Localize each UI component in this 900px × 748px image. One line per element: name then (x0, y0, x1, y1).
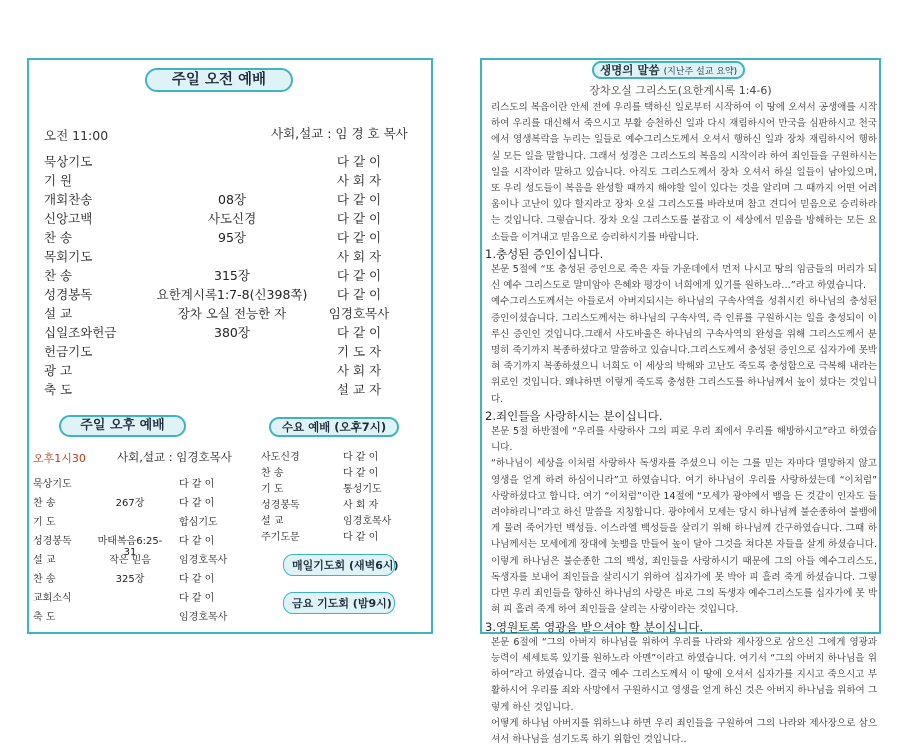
order-item: 신앙고백 (44, 211, 93, 226)
order-row (44, 190, 390, 208)
order-leader: 임경호목사 (179, 612, 228, 623)
point-paragraph: 본문 6절에 “그의 아버지 하나님을 위하여 우리를 나라와 제사장으로 삼으신 그에게 영광과 능력이 세세토록 있기를 원하노라 아멘”이라고 하였습니다. 여기서 “그의 아버지 하나님을 위하여”라고 하였습니다. 결국 예수 그리스도께서 이 땅에 오셔서 십자가를 지시고 죽으시고 부활하시어 우리를 죄와 사망에서 구원하시고 영생을 얻게 하신 것은 아버지 하나님을 위하여 그렇게 하신 것입니다. (491, 636, 877, 713)
point-heading-3: 3.영원토록 영광을 받으셔야 할 분이십니다. (485, 619, 704, 634)
order-leader: 다 같 이 (336, 192, 382, 207)
order-item: 목회기도 (44, 249, 93, 264)
order-leader: 다 같 이 (336, 211, 382, 226)
order-item: 찬 송 (33, 574, 56, 585)
order-content: 315장 (214, 268, 250, 283)
order-leader: 사 회 자 (336, 363, 382, 378)
order-item: 개회찬송 (44, 192, 93, 207)
order-leader: 통성기도 (343, 484, 382, 495)
sermon-title-badge (592, 61, 745, 79)
morning-service-title: 주일 오전 예배 (145, 68, 293, 92)
order-item: 찬 송 (33, 498, 56, 509)
order-row (33, 475, 255, 491)
order-row (261, 528, 396, 544)
order-item: 십일조와헌금 (44, 325, 117, 340)
order-leader: 다 같 이 (336, 325, 382, 340)
order-row (44, 228, 390, 246)
order-row (44, 304, 390, 322)
order-row (44, 209, 390, 227)
order-leader: 설 교 자 (336, 382, 382, 397)
order-row (44, 171, 390, 189)
order-item: 찬 송 (44, 230, 73, 245)
afternoon-service-title: 주일 오후 예배 (59, 415, 186, 437)
order-row (261, 496, 396, 512)
order-item: 축 도 (44, 382, 73, 397)
point-paragraph: 본문 5절 하반절에 “우리를 사랑하사 그의 피로 우리 죄에서 우리를 해방하시고”라고 하였습니다. (491, 426, 877, 454)
order-item: 찬 송 (44, 268, 73, 283)
order-leader: 다 같 이 (343, 452, 379, 463)
order-leader: 임경호목사 (343, 516, 392, 527)
order-item: 사도신경 (261, 452, 300, 463)
order-leader: 다 같 이 (336, 268, 382, 283)
order-leader: 임경호목사 (328, 306, 390, 321)
order-item: 헌금기도 (44, 344, 93, 359)
dawn-prayer-badge: 매일기도회 (새벽6시) (283, 554, 395, 576)
order-leader: 다 같 이 (179, 479, 215, 490)
order-row (44, 342, 390, 360)
order-item: 설 교 (44, 306, 73, 321)
order-leader: 다 같 이 (336, 230, 382, 245)
order-row (261, 480, 396, 496)
order-leader: 임경호목사 (179, 555, 228, 566)
order-row (44, 361, 390, 379)
point-paragraph: 예수그리스도께서는 아들로서 아버지되시는 하나님의 구속사역을 성취시킨 하나님의 충성된 증인이셨습니다. 그리스도께서는 하나님의 구속사역, 즉 인류를 구원하시는 일을 충성되이 이루신 증인인 것입니다.그래서 사도바울은 하나님의 구속사역의 완성을 위해 그리스도께서 분명히 죽기까지 복종하셨다고 말씀하고 있습니다.그리스도께서 충성된 증인으로 십자가에 못박혀 죽기까지 복종하셨으니 너희도 이 세상의 박해와 고난도 죽도록 충성함으로 극복해 내라는 위로인 것입니다. 왜냐하면 이렇게 죽도록 충성한 그리스도를 하나님께서 높이 셨다는 것입니다. (491, 296, 877, 405)
order-item: 주기도문 (261, 532, 300, 543)
order-item: 교회소식 (33, 593, 72, 604)
order-item: 축 도 (33, 612, 56, 623)
order-leader: 기 도 자 (336, 344, 382, 359)
point-paragraph: “하나님이 세상을 이처럼 사랑하사 독생자를 주셨으니 이는 그를 믿는 자마다 멸망하지 않고 영생을 얻게 하려 하심이니라”고 하였습니다. 여기 하나님이 우리를 사랑하셨는데 “이처럼” 사랑하셨다고 합니다. 여기 “이처럼”이란 14절에 “모세가 광야에서 뱀을 든 것같이 인자도 들려야하리니”라고 하신 말씀을 지칭합니다. 광야에서 모세는 당시 하나님께 불순종하여 불뱀에게 물려 죽어가던 백성들. 이스라엘 백성들을 살리기 위해 하나님께 간구하였습니다. 그때 하나님께서는 모세에게 장대에 놋뱀을 만들어 높이 달아 그것을 쳐다본 자들을 살게 하셨습니다. 이렇게 하나님은 불순종한 그의 백성, 죄인들을 사랑하시기 때문에 그의 아들 예수그리스도, 독생자를 보내어 죄인들을 살리시기 위하여 십자가에 못 박아 피 흘려 죽게 하셨습니다. 그렇다면 우리 죄인들을 향하신 하나님의 사랑은 바로 그의 독생자 예수그리스도를 십자가에 못 박혀 피 흘려 죽게 하여 죄인들을 살리는 사랑이라는 것입니다. (491, 458, 877, 616)
order-item: 설 교 (261, 516, 284, 527)
order-content: 사도신경 (207, 211, 257, 226)
order-leader: 다 같 이 (343, 532, 379, 543)
order-content: 95장 (218, 230, 246, 245)
order-item: 성경봉독 (261, 500, 300, 511)
order-item: 묵상기도 (44, 154, 93, 169)
order-item: 설 교 (33, 555, 56, 566)
order-row (33, 608, 255, 624)
order-row (261, 512, 396, 528)
order-item: 성경봉독 (33, 536, 72, 547)
point-paragraph: 어떻게 하나님 아버지를 위하느냐 하면 우리 죄인들을 구원하여 그의 나라와 제사장으로 삼으셔서 하나님을 섬기도록 하기 위함인 것입니다.. (491, 717, 877, 745)
order-item: 기 도 (33, 517, 56, 528)
sermon-summary-panel (480, 58, 881, 745)
order-row (33, 494, 255, 510)
order-item: 성경봉독 (44, 287, 93, 302)
order-row (33, 513, 255, 529)
order-row (44, 323, 390, 341)
order-row (44, 285, 390, 303)
order-content: 267장 (115, 498, 145, 509)
order-row (44, 152, 390, 170)
order-row (44, 247, 390, 265)
order-item: 기 원 (44, 173, 73, 188)
order-content: 08장 (218, 192, 246, 207)
afternoon-service-presider: 사회,설교 : 임경호목사 (117, 450, 232, 464)
sermon-body (485, 100, 877, 748)
order-item: 찬 송 (261, 468, 284, 479)
morning-service-time: 오전 11:00 (44, 128, 109, 143)
order-leader: 다 같 이 (336, 287, 382, 302)
order-content: 325장 (115, 574, 145, 585)
order-leader: 사 회 자 (343, 500, 379, 511)
order-leader: 다 같 이 (179, 498, 215, 509)
order-row (33, 532, 255, 558)
order-row (33, 589, 255, 605)
order-content: 장차 오실 전능한 자 (177, 306, 287, 321)
order-row (33, 570, 255, 586)
point-paragraph: 본문 5절에 “또 충성된 증인으로 죽은 자들 가운데에서 먼저 나시고 땅의 임금들의 머리가 되신 예수 그리스도로 말미암아 은혜와 평강이 너희에게 있기를 원하노라…”라고 하였습니다. (491, 264, 877, 292)
order-row (261, 448, 396, 464)
order-content: 요한계시록1:7-8(신398쪽) (156, 287, 308, 302)
order-row (261, 464, 396, 480)
sermon-intro: 리스도의 복음이란 안세 전에 우리를 택하신 일로부터 시작하여 이 땅에 오셔서 공생애를 시작하여 우리를 대신해서 죽으시고 부활 승천하신 일과 다시 재림하시어 만국을 심판하시고 천국에서 영생복락을 누리는 일들로 예수그리스도께서 오셔서 행하신 일과 장차 재림하시어 행하실 모든 일을 말합니다. 그래서 성경은 그리스도의 복음의 시작이라 하여 죄인들을 구원하시는 일을 시작이라 말하고 있습니다. 아직도 그리스도께서 장차 오셔서 하실 일들이 남아있으며, 또 우리 성도들이 복음을 완성할 때까지 해야할 일이 있다는 것을 알리며 그 때까지 어떤 어려움이나 고난이 있다 할지라고 장차 오실 그리스도를 바라보며 참고 견디어 믿음으로 승리하라는 것입니다. 그렇습니다. 장차 오실 그리스도를 붙잡고 이 세상에서 믿음을 방해하는 모든 요소들을 이겨내고 믿음으로 승리하시기를 바랍니다. (491, 102, 877, 243)
order-content: 380장 (214, 325, 250, 340)
order-content: 작은 믿음 (109, 555, 151, 566)
order-leader: 다 같 이 (179, 593, 215, 604)
order-leader: 다 같 이 (179, 574, 215, 585)
point-heading-1: 1.충성된 증인이십니다. (485, 246, 604, 261)
sermon-subtitle: 장차오실 그리스도(요한계시록 1:4-6) (589, 84, 772, 97)
point-heading-2: 2.죄인들을 사랑하시는 분이십니다. (485, 408, 663, 423)
order-leader: 다 같 이 (343, 468, 379, 479)
order-row (33, 551, 255, 567)
sermon-title: 생명의 말씀 (600, 63, 660, 77)
order-leader: 다 같 이 (179, 536, 215, 547)
order-row (44, 380, 390, 398)
order-row (44, 266, 390, 284)
order-item: 기 도 (261, 484, 284, 495)
afternoon-service-time: 오후1시30 (33, 452, 86, 465)
order-leader: 합심기도 (179, 517, 218, 528)
wednesday-service-title: 수요 예배 (오후7시) (269, 417, 399, 437)
worship-order-panel (27, 58, 433, 634)
order-leader: 사 회 자 (336, 249, 382, 264)
order-item: 광 고 (44, 363, 73, 378)
order-leader: 사 회 자 (336, 173, 382, 188)
order-leader: 다 같 이 (336, 154, 382, 169)
friday-prayer-badge: 금요 기도회 (밤9시) (283, 592, 395, 614)
order-item: 묵상기도 (33, 479, 72, 490)
sermon-title-note: (지난주 설교 요약) (663, 67, 738, 77)
order-content: 마태복음6:25-31 (97, 536, 163, 558)
morning-service-presider: 사회,설교 : 임 경 호 목사 (271, 126, 408, 141)
